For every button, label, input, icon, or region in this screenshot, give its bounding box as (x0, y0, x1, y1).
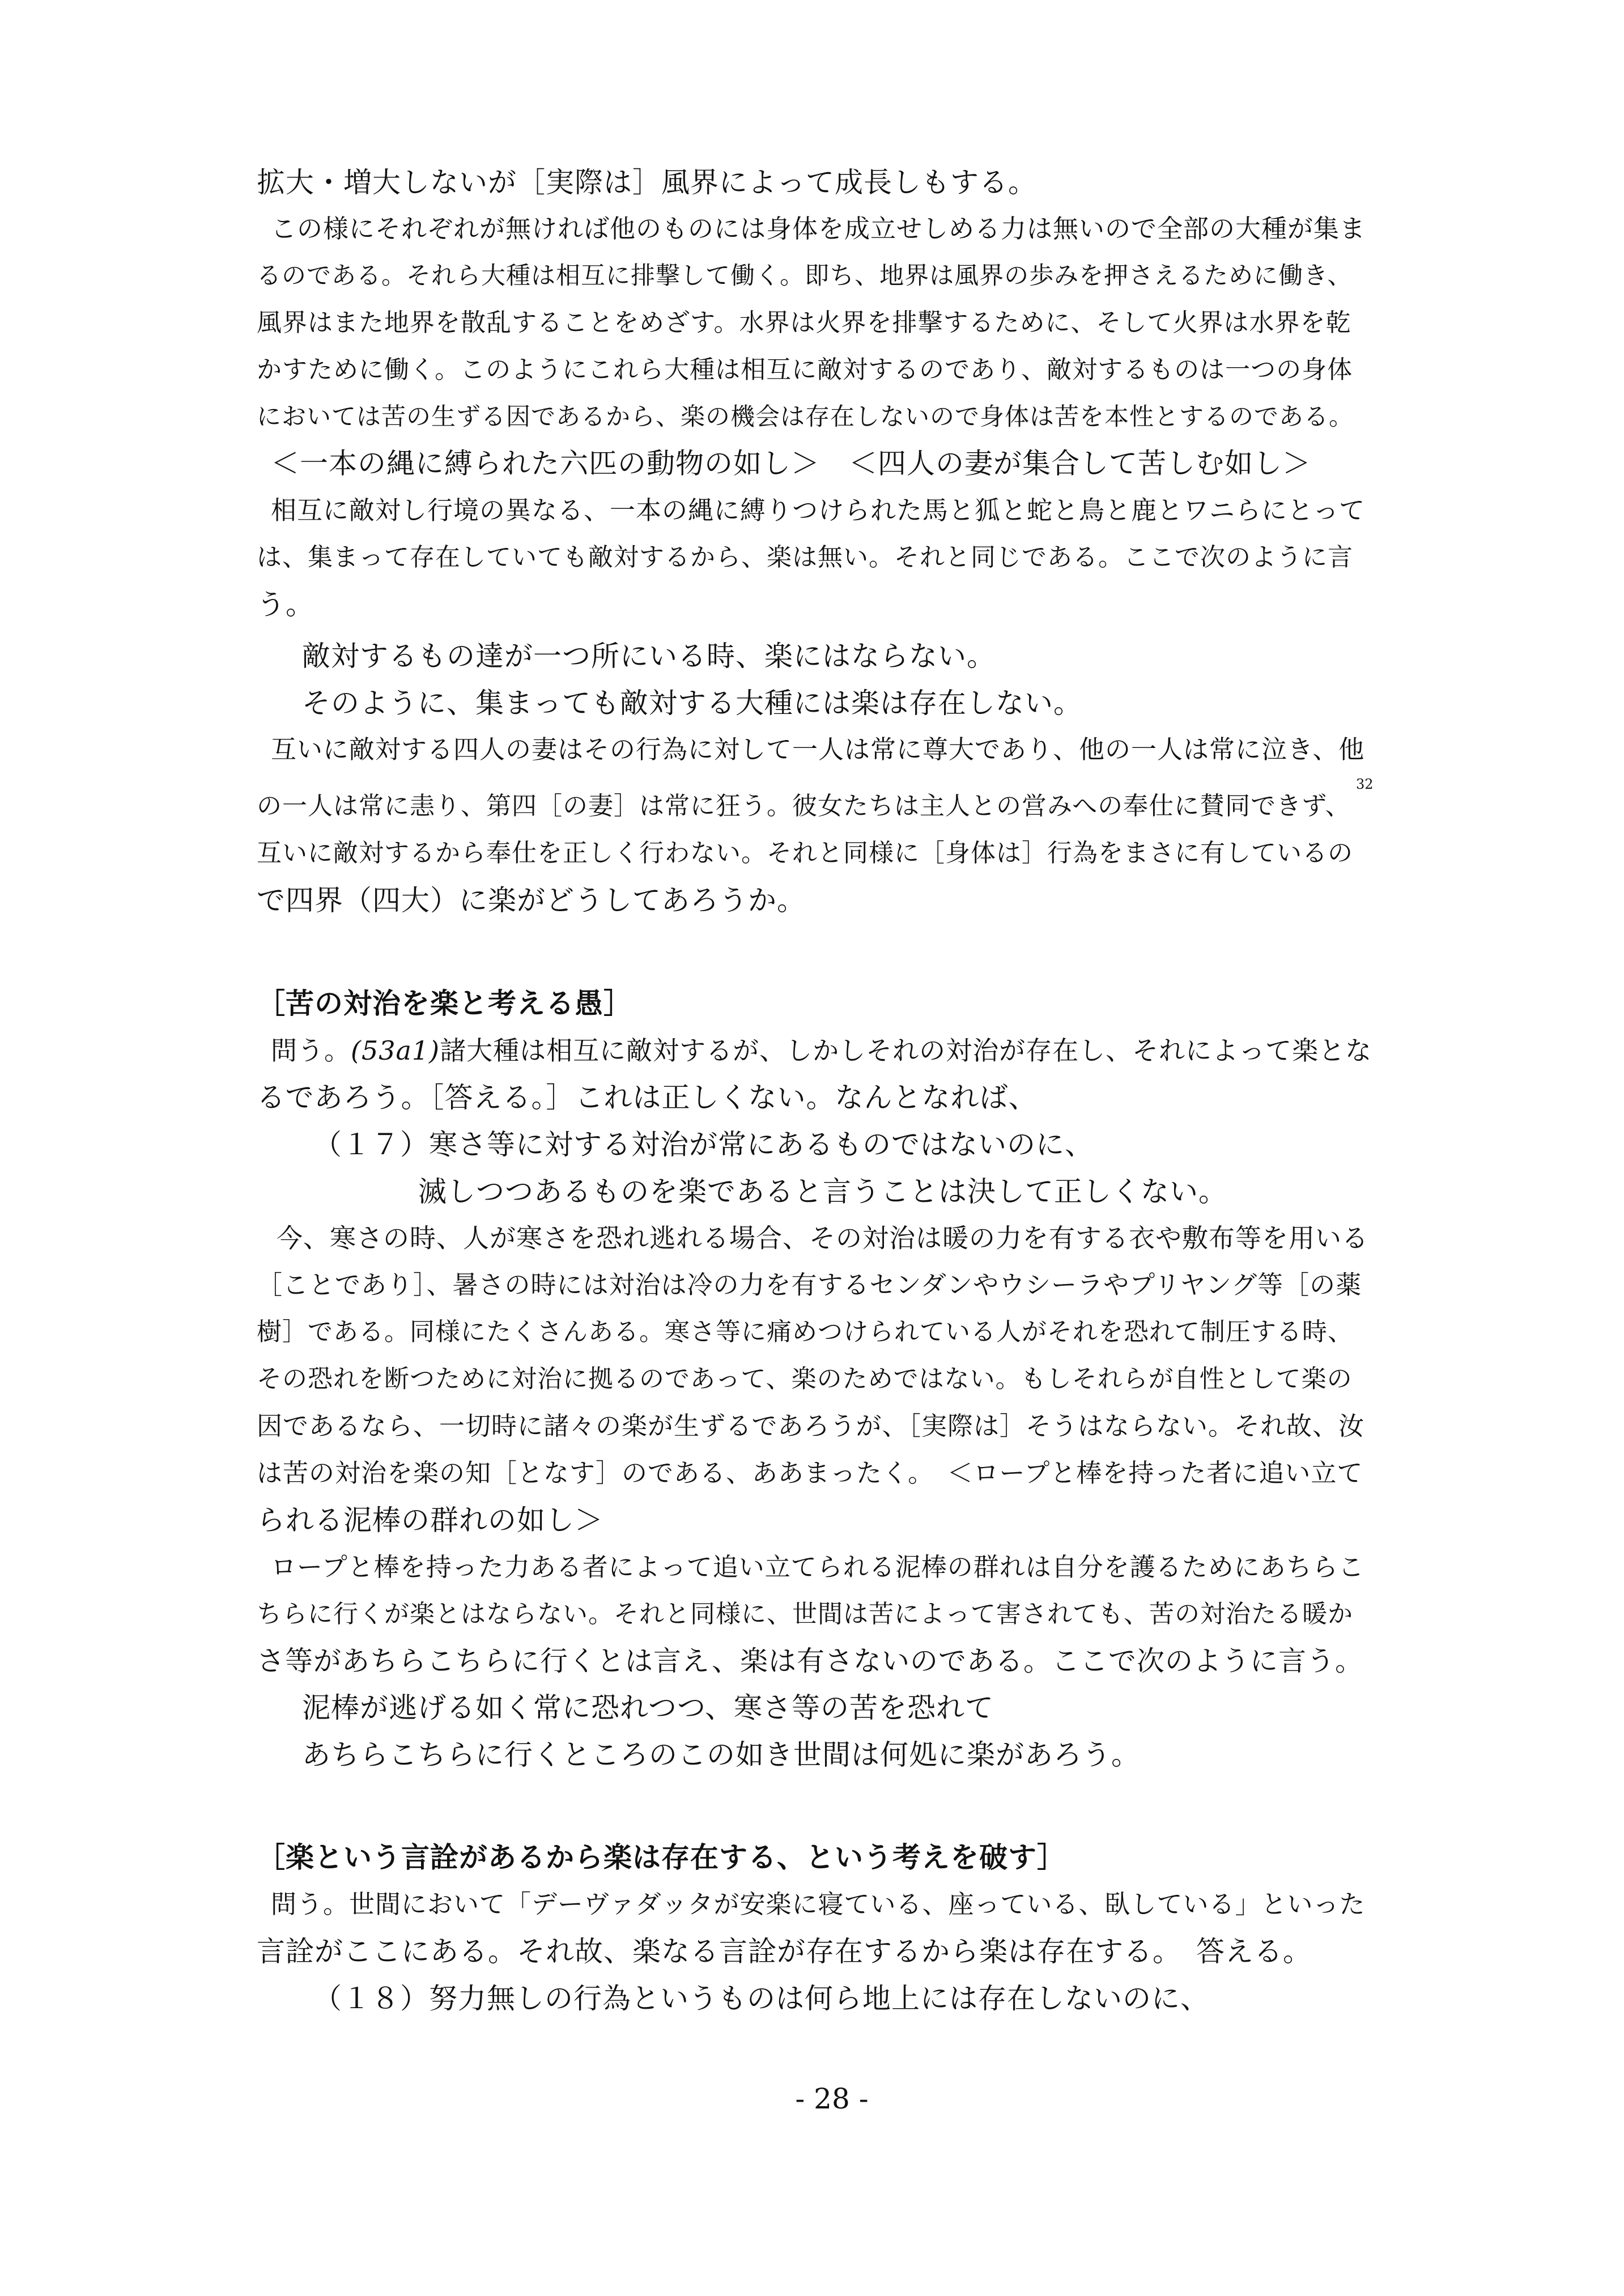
text-segment: 諸大種は相互に敵対するが、しかしそれの対治が存在し、それによって楽とな (440, 1035, 1372, 1066)
text-line: ［ことであり］、暑さの時には対治は冷の力を有するセンダンやウシーラやプリヤング等［の薬 (257, 1270, 1362, 1300)
text-line: ちらに行くが楽とはならない。それと同様に、世間は苦によって害されても、苦の対治たる暖か (257, 1600, 1353, 1629)
text-line: 風界はまた地界を散乱することをめざす。水界は火界を排撃するために、そして火界は水界を乾 (257, 308, 1351, 337)
text-line: 問う。世間において「デーヴァダッタが安楽に寝ている、座っている、臥している」といった (271, 1889, 1366, 1919)
verse-line: 泥棒が逃げる如く常に恐れつつ、寒さ等の苦を恐れて (302, 1691, 994, 1724)
page-number: - 28 - (795, 2082, 869, 2115)
text-line: この様にそれぞれが無ければ他のものには身体を成立せしめる力は無いので全部の大種が集ま (271, 214, 1366, 244)
section-heading: ［楽という言詮があるから楽は存在する、という考えを破す］ (257, 1840, 1066, 1874)
text-line: かすために働く。このようにこれら大種は相互に敵対するのであり、敵対するものは一つの身体 (257, 355, 1353, 384)
text-line: で四界（四大）に楽がどうしてあろうか。 (257, 884, 806, 917)
text-line: 今、寒さの時、人が寒さを恐れ逃れる場合、その対治は暖の力を有する衣や敷布等を用いる (277, 1223, 1368, 1253)
text-line: 因であるなら、一切時に諸々の楽が生ずるであろうが、［実際は］そうはならない。それ故、汝 (257, 1411, 1365, 1441)
section-heading: ［苦の対治を楽と考える愚］ (257, 987, 632, 1020)
text-line: その恐れを断つために対治に拠るのであって、楽のためではない。もしそれらが自性として楽の (257, 1364, 1353, 1393)
text-line: られる泥棒の群れの如し＞ (257, 1504, 603, 1537)
page-reference: (53a1) (351, 1035, 440, 1066)
text-line: 相互に敵対し行境の異なる、一本の縄に縛りつけられた馬と狐と蛇と鳥と鹿とワニらにとって (271, 495, 1366, 525)
verse-line: 滅しつつあるものを楽であると言うことは決して正しくない。 (418, 1175, 1227, 1208)
text-line: さ等があちらこちらに行くとは言え、楽は有さないのである。ここで次のように言う。 (257, 1645, 1363, 1677)
text-line: う。 (257, 588, 314, 621)
verse-line: そのように、集まっても敵対する大種には楽は存在しない。 (302, 687, 1082, 720)
text-line: は苦の対治を楽の知［となす］のである、ああまったく。 ＜ロープと棒を持った者に追い立て (257, 1458, 1363, 1488)
text-line: 言詮がここにある。それ故、楽なる言詮が存在するから楽は存在する。 答える。 (257, 1935, 1312, 1968)
text-line: においては苦の生ずる因であるから、楽の機会は存在しないので身体は苦を本性とするのである。 (257, 403, 1354, 431)
text-line: 互いに敵対する四人の妻はその行為に対して一人は常に尊大であり、他の一人は常に泣き、他 (271, 734, 1365, 764)
text-line: 互いに敵対するから奉仕を正しく行わない。それと同様に［身体は］行為をまさに有しているの (257, 839, 1353, 868)
text-line: 樹］である。同様にたくさんある。寒さ等に痛めつけられている人がそれを恐れて制圧する時、 (257, 1317, 1353, 1346)
text-line: ロープと棒を持った力ある者によって追い立てられる泥棒の群れは自分を護るためにあちらこ (271, 1552, 1364, 1582)
text-line: は、集まって存在していても敵対するから、楽は無い。それと同じである。ここで次のように言 (257, 543, 1353, 572)
text-line: 拡大・増大しないが［実際は］風界によって成長しもする。 (257, 166, 1037, 199)
verse-line: 敵対するもの達が一つ所にいる時、楽にはならない。 (302, 640, 996, 673)
simile-headings: ＜一本の縄に縛られた六匹の動物の如し＞ ＜四人の妻が集合して苦しむ如し＞ (271, 447, 1311, 480)
verse-line: （１８）努力無しの行為というものは何ら地上には存在しないのに、 (313, 1982, 1209, 2015)
text-line (271, 1033, 1372, 1068)
verse-line: あちらこちらに行くところのこの如き世間は何処に楽があろう。 (302, 1738, 1140, 1771)
text-line: るのである。それら大種は相互に排撃して働く。即ち、地界は風界の歩みを押さえるために働き、 (257, 262, 1353, 290)
text-line: るであろう。［答える。］これは正しくない。なんとなれば、 (257, 1081, 1038, 1114)
footnote-marker: 32 (1356, 776, 1374, 792)
text-segment: 問う。 (271, 1035, 351, 1066)
text-line: の一人は常に恚り、第四［の妻］は常に狂う。彼女たちは主人との営みへの奉仕に賛同できず、 (257, 792, 1351, 820)
verse-line: （１７）寒さ等に対する対治が常にあるものではないのに、 (313, 1128, 1094, 1161)
